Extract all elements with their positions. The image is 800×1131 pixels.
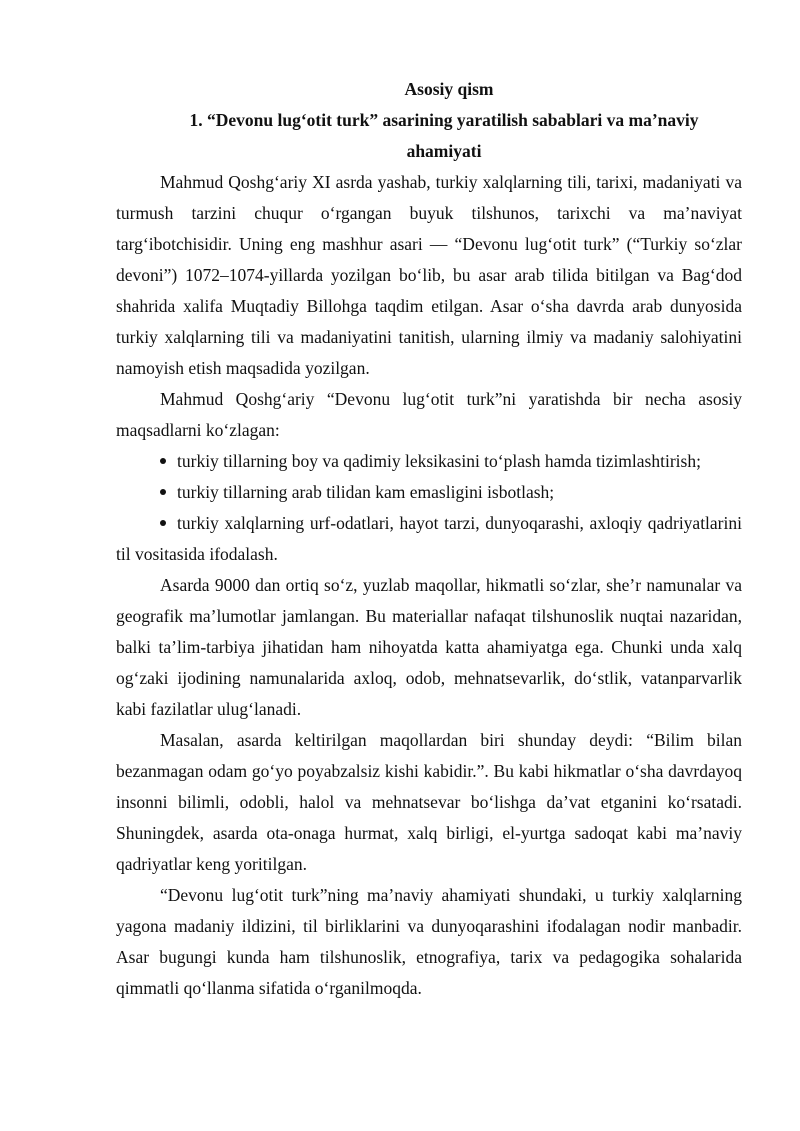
paragraph-goals: Mahmud Qoshg‘ariy “Devonu lug‘otit turk”ni yaratishda bir necha asosiy maqsadlarni ko‘zlagan: <box>116 389 742 440</box>
paragraph-intro: Mahmud Qoshg‘ariy XI asrda yashab, turkiy xalqlarning tili, tarixi, madaniyati va turmush tarzini chuqur o‘rgangan buyuk tilshunos, tarixchi va ma’naviyat targ‘ibotchisidir. Uning eng mashhur asari — “Devonu lug‘otit turk” (“Turkiy so‘zlar devoni”) 1072–1074-yillarda yozilgan bo‘lib, bu asar arab tilida bitilgan va Bag‘dod shahrida xalifa Muqtadiy Billohga taqdim etilgan. Asar o‘sha davrda arab dunyosida turkiy xalqlarning tili va madaniyatini tanitish, ularning ilmiy va madaniy salohiyatini namoyish etish maqsadida yozilgan. <box>116 172 742 378</box>
list-item-text: turkiy tillarning arab tilidan kam emasligini isbotlash; <box>177 482 555 502</box>
bullet-icon <box>160 520 166 526</box>
list-item <box>116 508 742 570</box>
list-item-text: turkiy tillarning boy va qadimiy leksikasini to‘plash hamda tizimlashtirish; <box>177 451 701 471</box>
list-item-text: turkiy xalqlarning urf-odatlari, hayot tarzi, dunyoqarashi, axloqiy qadriyatlarini til vositasida ifodalash. <box>116 513 742 564</box>
paragraph-proverb: Masalan, asarda keltirilgan maqollardan biri shunday deydi: “Bilim bilan bezanmagan odam go‘yo poyabzalsiz kishi kabidir.”. Bu kabi hikmatlar o‘sha davrdayoq insonni bilimli, odobli, halol va mehnatsevar bo‘lishga da’vat etganini ko‘rsatadi. Shuningdek, asarda ota-onaga hurmat, xalq birligi, el-yurtga sadoqat kabi ma’naviy qadriyatlar keng yoritilgan. <box>116 730 742 874</box>
paragraph-content: Asarda 9000 dan ortiq so‘z, yuzlab maqollar, hikmatli so‘zlar, she’r namunalar va geografik ma’lumotlar jamlangan. Bu materiallar nafaqat tilshunoslik nuqtai nazaridan, balki ta’lim-tarbiya jihatidan ham nihoyatda katta ahamiyatga ega. Chunki unda xalq og‘zaki ijodining namunalarida axloq, odob, mehnatsevarlik, do‘stlik, vatanparvarlik kabi fazilatlar ulug‘lanadi. <box>116 575 742 719</box>
paragraph-significance: “Devonu lug‘otit turk”ning ma’naviy ahamiyati shundaki, u turkiy xalqlarning yagona madaniy ildizini, til birliklarini va dunyoqarashini ifodalagan nodir manbadir. Asar bugungi kunda ham tilshunoslik, etnografiya, tarix va pedagogika sohalarida qimmatli qo‘llanma sifatida o‘rganilmoqda. <box>116 885 742 998</box>
goals-list <box>116 446 742 570</box>
list-item <box>116 477 742 508</box>
document-page <box>116 74 742 1004</box>
bullet-icon <box>160 458 166 464</box>
section-title: Asosiy qism <box>404 79 494 99</box>
bullet-icon <box>160 489 166 495</box>
list-item <box>116 446 742 477</box>
chapter-title: 1. “Devonu lug‘otit turk” asarining yaratilish sabablari va ma’naviy ahamiyati <box>189 110 699 161</box>
